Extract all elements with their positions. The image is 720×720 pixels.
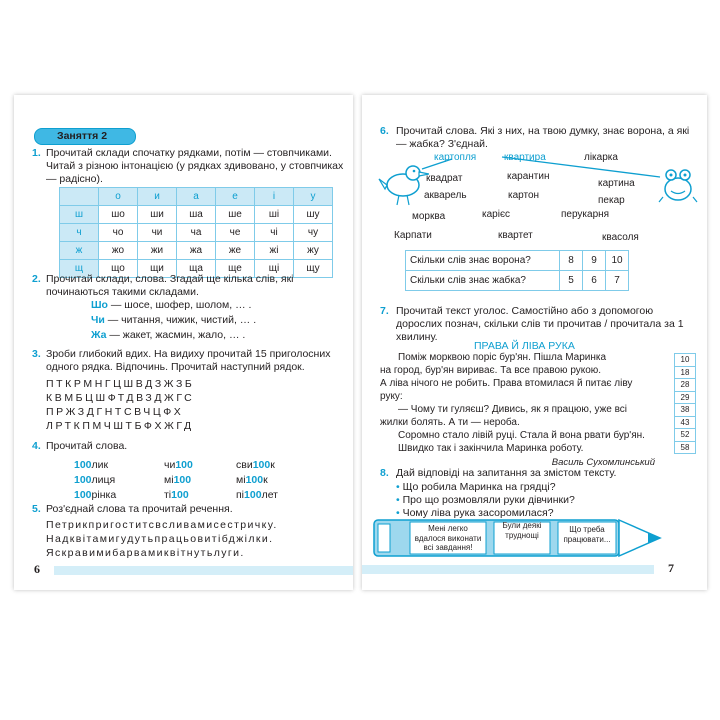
lesson-title: Заняття 2 <box>57 130 108 142</box>
story-line: Поміж морквою поріс бур'ян. Пішла Маринка <box>398 352 607 363</box>
word: ті100 <box>164 489 189 501</box>
word-count-row <box>675 404 696 417</box>
word-count-column <box>674 353 696 454</box>
story-text <box>380 351 655 469</box>
footer-bar <box>54 566 353 575</box>
syllable-vowel-header: е <box>216 188 255 206</box>
word-count-row <box>675 429 696 442</box>
word-row <box>74 488 324 503</box>
count-row <box>406 251 629 271</box>
syllable-cell: ша <box>177 206 216 224</box>
pencil-option-difficult[interactable]: Були деякі труднощі <box>502 521 542 540</box>
joined-sentence: Надквітамигудутьпрацьовитібджілки. <box>46 533 274 545</box>
task2-number: 2. <box>32 273 41 285</box>
page-number: 6 <box>34 562 40 576</box>
syllable-row <box>60 242 333 260</box>
syllable-cell: що <box>99 260 138 278</box>
word: сви100к <box>236 459 275 471</box>
syllable-cell: щи <box>138 260 177 278</box>
count-option[interactable]: 10 <box>606 251 629 271</box>
count-row <box>406 271 629 291</box>
task7-number: 7. <box>380 305 389 317</box>
task2-text: Прочитай склади, слова. Згадай ще кілька слів, які починаються такими складами. <box>46 273 294 298</box>
syllable-cell: ши <box>138 206 177 224</box>
word-morkva: морква <box>412 211 446 222</box>
word-kvartyra: квартира <box>504 152 546 163</box>
question-item: • Що робила Маринка на грядці? <box>396 481 556 493</box>
syllable-cell: чо <box>99 224 138 242</box>
joined-sentences <box>46 518 278 560</box>
question-list <box>396 481 575 520</box>
consonant-row: КВМБЦШФТДВЗДЖГС <box>46 392 195 404</box>
bullet-icon: • <box>396 494 403 506</box>
story-line: жилки болять. А ти — нероба. <box>380 417 520 428</box>
task8-number: 8. <box>380 467 389 479</box>
word-karton: картон <box>508 190 540 201</box>
word-kvartet: квартет <box>498 230 533 241</box>
count-question: Скільки слів знає ворона? <box>406 251 560 271</box>
syllable-cell: чи <box>138 224 177 242</box>
task1-number: 1. <box>32 147 41 159</box>
task7-text: Прочитай текст уголос. Самостійно або з допомогою дорослих познач, скільки слів ти прочитав / прочитала за 1 хвилину. <box>396 305 684 343</box>
word-kvasolia: квасоля <box>602 232 639 243</box>
word-count-row <box>675 391 696 404</box>
word-count-row <box>675 441 696 454</box>
syllable-vowel-header: о <box>99 188 138 206</box>
pencil-option-easy[interactable]: Мені легко вдалося виконати всі завдання! <box>414 524 482 552</box>
pencil-option-work[interactable]: Що треба працювати... <box>563 525 611 544</box>
syllable-cell: же <box>216 242 255 260</box>
consonant-row: ПРЖЗДГНТСВЧЦФХ <box>46 406 184 418</box>
syllable-consonant: ч <box>60 224 99 242</box>
consonant-row: ЛРТКПМЧШТБФХЖГД <box>46 420 194 432</box>
syllable-row <box>60 224 333 242</box>
task5-text: Роз'єднай слова та прочитай речення. <box>46 503 233 515</box>
task6-number: 6. <box>380 125 389 137</box>
task6-text: Прочитай слова. Які з них, на твою думку, знає ворона, а які — жабка? З'єднай. <box>396 125 690 150</box>
task2-line: Чи — читання, чижик, чистий, … . <box>91 314 257 326</box>
word-pekar: пекар <box>598 195 625 206</box>
story-title: ПРАВА Й ЛІВА РУКА <box>474 340 575 352</box>
syllable-table <box>59 187 333 278</box>
syllable-vowel-header <box>60 188 99 206</box>
word-count-row <box>675 354 696 367</box>
count-question: Скільки слів знає жабка? <box>406 271 560 291</box>
bullet-icon: • <box>396 481 403 493</box>
word-count-cell: 43 <box>675 416 696 429</box>
bullet-icon: • <box>396 507 403 519</box>
syllable-cell: шо <box>99 206 138 224</box>
syllable-vowel-header: і <box>255 188 294 206</box>
word-count-cell: 18 <box>675 366 696 379</box>
word-grid <box>74 458 324 503</box>
syllable-vowel-header: и <box>138 188 177 206</box>
word-count-row <box>675 379 696 392</box>
word: 100рінка <box>74 489 117 501</box>
syllable-cell: щу <box>294 260 333 278</box>
word-cloud <box>362 95 707 243</box>
word: мі100 <box>164 474 192 486</box>
word-karpaty: Карпати <box>394 230 432 241</box>
word-akvarel: акварель <box>424 190 467 201</box>
task3-text: Зроби глибокий вдих. На видиху прочитай 15 приголосних одного рядка. Відпочинь. Прочитай наступний рядок. <box>46 348 331 373</box>
count-option[interactable]: 5 <box>560 271 583 291</box>
word-count-cell: 10 <box>675 354 696 367</box>
task2-line: Шо — шосе, шофер, шолом, … . <box>91 299 252 311</box>
word-count-cell: 29 <box>675 391 696 404</box>
word-count-cell: 38 <box>675 404 696 417</box>
word: 100лиця <box>74 474 116 486</box>
syllable-cell: жи <box>138 242 177 260</box>
syllable-cell: чі <box>255 224 294 242</box>
syllable-cell: жі <box>255 242 294 260</box>
word: чи100 <box>164 459 193 471</box>
word-likarka: лікарка <box>584 152 618 163</box>
syllable-vowel-header: у <box>294 188 333 206</box>
syllable-cell: ше <box>216 206 255 224</box>
word-kartoplia: картопля <box>434 152 477 163</box>
word-karies: карієс <box>482 209 511 220</box>
syllable-consonant: ж <box>60 242 99 260</box>
task4-text: Прочитай слова. <box>46 440 128 452</box>
count-table <box>405 250 629 291</box>
word: мі100к <box>236 474 268 486</box>
joined-sentence: Петрикпригоститсвсливамисестричку. <box>46 519 278 531</box>
word-count-row <box>675 366 696 379</box>
story-line: А ліва нічого не робить. Права втомилася й питає ліву <box>380 378 633 389</box>
syllable-cell: щі <box>255 260 294 278</box>
story-line: — Чому ти гуляєш? Дивись, як я працюю, уже всі <box>398 404 628 415</box>
word-perukarnia: перукарня <box>561 209 610 220</box>
word-count-cell: 28 <box>675 379 696 392</box>
word: пі100лет <box>236 489 278 501</box>
word-count-cell: 52 <box>675 429 696 442</box>
consonant-rows <box>46 377 194 433</box>
syllable-cell: че <box>216 224 255 242</box>
syllable-cell: жу <box>294 242 333 260</box>
page-number: 7 <box>668 561 674 575</box>
syllable-cell: ще <box>216 260 255 278</box>
count-option[interactable]: 9 <box>583 251 606 271</box>
right-page <box>362 95 707 590</box>
word-row <box>74 473 324 488</box>
syllable-cell: ча <box>177 224 216 242</box>
syllable-cell: ші <box>255 206 294 224</box>
story-line: Швидко так і закінчила Маринка роботу. <box>398 443 584 454</box>
count-option[interactable]: 7 <box>606 271 629 291</box>
syllable-consonant: щ <box>60 260 99 278</box>
syllable-cell: чу <box>294 224 333 242</box>
word: 100лик <box>74 459 109 471</box>
word-count-cell: 58 <box>675 441 696 454</box>
left-page <box>14 95 353 590</box>
story-line: на город, бур'ян вириває. Та все правою рукою. <box>380 365 602 376</box>
task2-line: Жа — жакет, жасмин, жало, … . <box>91 329 246 341</box>
count-option[interactable]: 6 <box>583 271 606 291</box>
task4-number: 4. <box>32 440 41 452</box>
count-option[interactable]: 8 <box>560 251 583 271</box>
word-kvadrat: квадрат <box>426 173 463 184</box>
task5-number: 5. <box>32 503 41 515</box>
syllable-cell: жа <box>177 242 216 260</box>
question-item: • Про що розмовляли руки дівчинки? <box>396 494 575 506</box>
task1-text: Прочитай склади спочатку рядками, потім — стовпчиками. Читай з різною інтонацією (у рядках здивовано, у стовпчиках — радісно). <box>46 147 344 185</box>
word-row <box>74 458 324 473</box>
task8-text: Дай відповіді на запитання за змістом тексту. <box>396 467 617 479</box>
syllable-cell: ща <box>177 260 216 278</box>
word-karantyn: карантин <box>507 171 550 182</box>
story-line: Соромно стало лівій руці. Стала й вона рвати бур'ян. <box>398 430 645 441</box>
word-count-row <box>675 416 696 429</box>
syllable-cell: жо <box>99 242 138 260</box>
syllable-row <box>60 206 333 224</box>
question-item: • Чому ліва рука засоромилася? <box>396 507 554 519</box>
word-kartyna: картина <box>598 178 635 189</box>
story-author: Василь Сухомлинський <box>551 457 655 468</box>
task3-number: 3. <box>32 348 41 360</box>
syllable-header-row <box>60 188 333 206</box>
consonant-row: ПТКРМНГЦШВДЗЖЗБ <box>46 378 195 390</box>
task2-lines <box>91 299 341 344</box>
story-line: руку: <box>380 391 403 402</box>
joined-sentence: Яскравимибарвамиквітнутьлуги. <box>46 547 245 559</box>
syllable-consonant: ш <box>60 206 99 224</box>
lesson-title-badge <box>34 128 136 145</box>
syllable-cell: шу <box>294 206 333 224</box>
footer-bar <box>362 565 654 574</box>
syllable-vowel-header: а <box>177 188 216 206</box>
